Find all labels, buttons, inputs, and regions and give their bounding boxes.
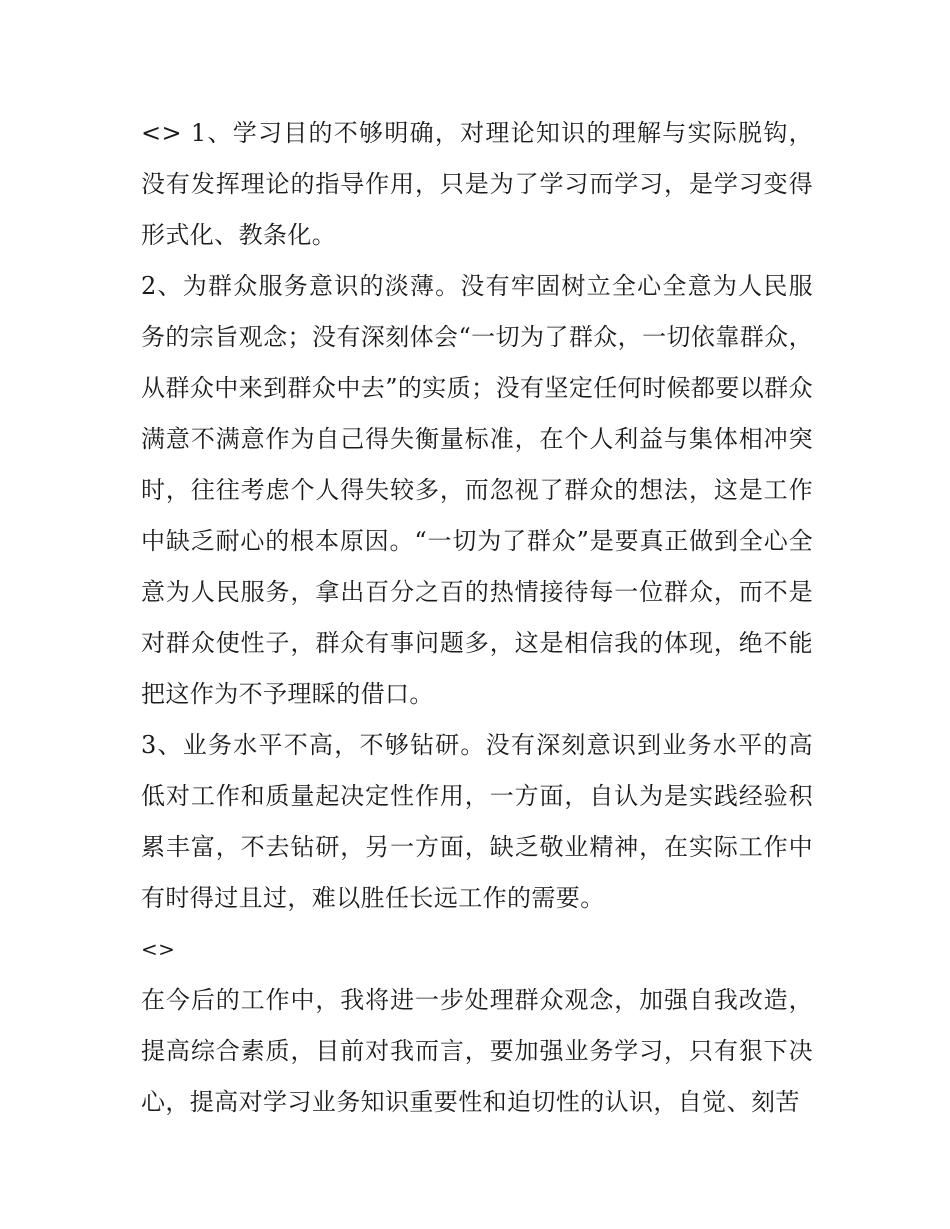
document-body [141, 108, 813, 1128]
section-marker: <> [141, 937, 176, 961]
paragraph-1: <> 1、学习目的不够明确，对理论知识的理解与实际脱钩，没有发挥理论的指导作用，只是为了学习而学习，是学习变得形式化、教条化。 [141, 119, 813, 249]
paragraph-2: 2、为群众服务意识的淡薄。没有牢固树立全心全意为人民服务的宗旨观念；没有深刻体会“一切为了群众，一切依靠群众，从群众中来到群众中去”的实质；没有坚定任何时候都要以群众满意不满意作为自己得失衡量标准，在个人利益与集体相冲突时，往往考虑个人得失较多，而忽视了群众的想法，这是工作中缺乏耐心的根本原因。“一切为了群众”是要真正做到全心全意为人民服务，拿出百分之百的热情接待每一位群众，而不是对群众使性子，群众有事问题多，这是相信我的体现，绝不能把这作为不予理睬的借口。 [141, 272, 813, 708]
paragraph-4: 在今后的工作中，我将进一步处理群众观念，加强自我改造，提高综合素质，目前对我而言，要加强业务学习，只有狠下决心，提高对学习业务知识重要性和迫切性的认识，自觉、刻苦 [141, 986, 813, 1116]
paragraph-3: 3、业务水平不高，不够钻研。没有深刻意识到业务水平的高低对工作和质量起决定性作用，一方面，自认为是实践经验积累丰富，不去钻研，另一方面，缺乏敬业精神，在实际工作中有时得过且过，难以胜任长远工作的需要。 [141, 731, 813, 912]
